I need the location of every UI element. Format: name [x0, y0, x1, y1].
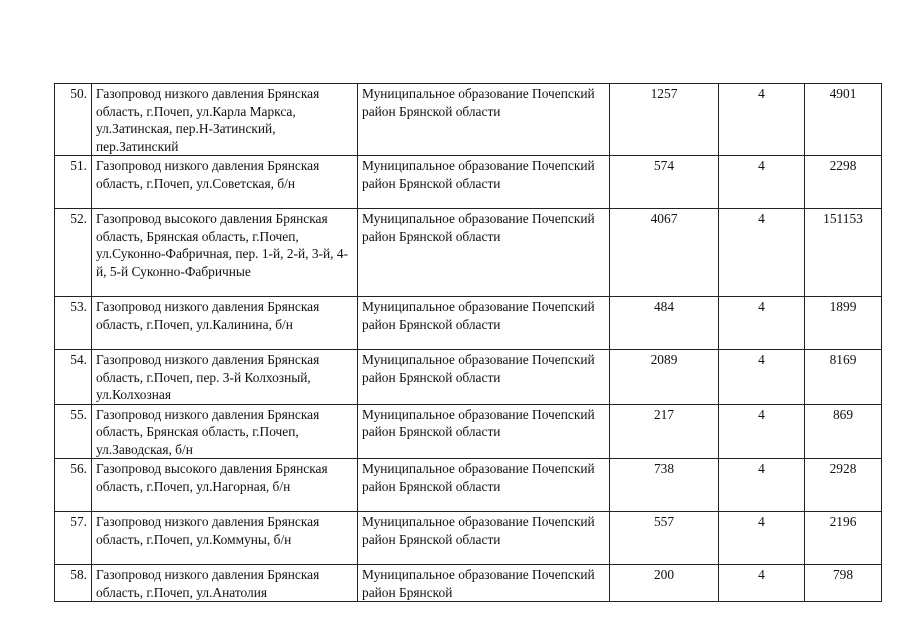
cost-value: 151153 — [805, 209, 882, 297]
cost-value: 1899 — [805, 297, 882, 350]
registry-table — [54, 83, 882, 602]
object-name: Газопровод высокого давления Брянская область, Брянская область, г.Почеп, ул.Суконно-Фабричная, пер. 1-й, 2-й, 3-й, 4-й, 5-й Суконно-Фабричные — [92, 209, 358, 297]
table-row — [55, 350, 882, 405]
table-row — [55, 512, 882, 565]
row-number: 56. — [55, 459, 92, 512]
length-value: 4067 — [610, 209, 719, 297]
length-value: 217 — [610, 404, 719, 459]
cost-value: 2196 — [805, 512, 882, 565]
row-number: 58. — [55, 565, 92, 602]
object-name: Газопровод низкого давления Брянская область, Брянская область, г.Почеп, ул.Заводская, б/н — [92, 404, 358, 459]
table-row — [55, 84, 882, 156]
table-row — [55, 459, 882, 512]
table-row — [55, 565, 882, 602]
length-value: 1257 — [610, 84, 719, 156]
table-row — [55, 404, 882, 459]
owner: Муниципальное образование Почепский район Брянской области — [358, 459, 610, 512]
row-number: 53. — [55, 297, 92, 350]
length-value: 557 — [610, 512, 719, 565]
cost-value: 8169 — [805, 350, 882, 405]
row-number: 55. — [55, 404, 92, 459]
cost-value: 4901 — [805, 84, 882, 156]
category-value: 4 — [719, 459, 805, 512]
object-name: Газопровод низкого давления Брянская область, г.Почеп, ул.Советская, б/н — [92, 156, 358, 209]
cost-value: 2928 — [805, 459, 882, 512]
row-number: 50. — [55, 84, 92, 156]
cost-value: 798 — [805, 565, 882, 602]
table-row — [55, 209, 882, 297]
category-value: 4 — [719, 84, 805, 156]
owner: Муниципальное образование Почепский район Брянской — [358, 565, 610, 602]
table-row — [55, 156, 882, 209]
owner: Муниципальное образование Почепский район Брянской области — [358, 297, 610, 350]
owner: Муниципальное образование Почепский район Брянской области — [358, 350, 610, 405]
category-value: 4 — [719, 156, 805, 209]
object-name: Газопровод низкого давления Брянская область, г.Почеп, пер. 3-й Колхозный, ул.Колхозная — [92, 350, 358, 405]
row-number: 57. — [55, 512, 92, 565]
category-value: 4 — [719, 565, 805, 602]
length-value: 738 — [610, 459, 719, 512]
owner: Муниципальное образование Почепский район Брянской области — [358, 84, 610, 156]
cost-value: 2298 — [805, 156, 882, 209]
owner: Муниципальное образование Почепский район Брянской области — [358, 512, 610, 565]
length-value: 200 — [610, 565, 719, 602]
owner: Муниципальное образование Почепский район Брянской области — [358, 156, 610, 209]
row-number: 51. — [55, 156, 92, 209]
row-number: 54. — [55, 350, 92, 405]
category-value: 4 — [719, 297, 805, 350]
length-value: 484 — [610, 297, 719, 350]
category-value: 4 — [719, 350, 805, 405]
length-value: 574 — [610, 156, 719, 209]
owner: Муниципальное образование Почепский район Брянской области — [358, 209, 610, 297]
length-value: 2089 — [610, 350, 719, 405]
object-name: Газопровод низкого давления Брянская область, г.Почеп, ул.Карла Маркса, ул.Затинская, пер.Н-Затинский, пер.Затинский — [92, 84, 358, 156]
registry-table-body — [55, 84, 882, 602]
object-name: Газопровод низкого давления Брянская область, г.Почеп, ул.Коммуны, б/н — [92, 512, 358, 565]
category-value: 4 — [719, 209, 805, 297]
object-name: Газопровод низкого давления Брянская область, г.Почеп, ул.Калинина, б/н — [92, 297, 358, 350]
row-number: 52. — [55, 209, 92, 297]
object-name: Газопровод высокого давления Брянская область, г.Почеп, ул.Нагорная, б/н — [92, 459, 358, 512]
table-row — [55, 297, 882, 350]
owner: Муниципальное образование Почепский район Брянской области — [358, 404, 610, 459]
object-name: Газопровод низкого давления Брянская область, г.Почеп, ул.Анатолия — [92, 565, 358, 602]
category-value: 4 — [719, 404, 805, 459]
cost-value: 869 — [805, 404, 882, 459]
category-value: 4 — [719, 512, 805, 565]
